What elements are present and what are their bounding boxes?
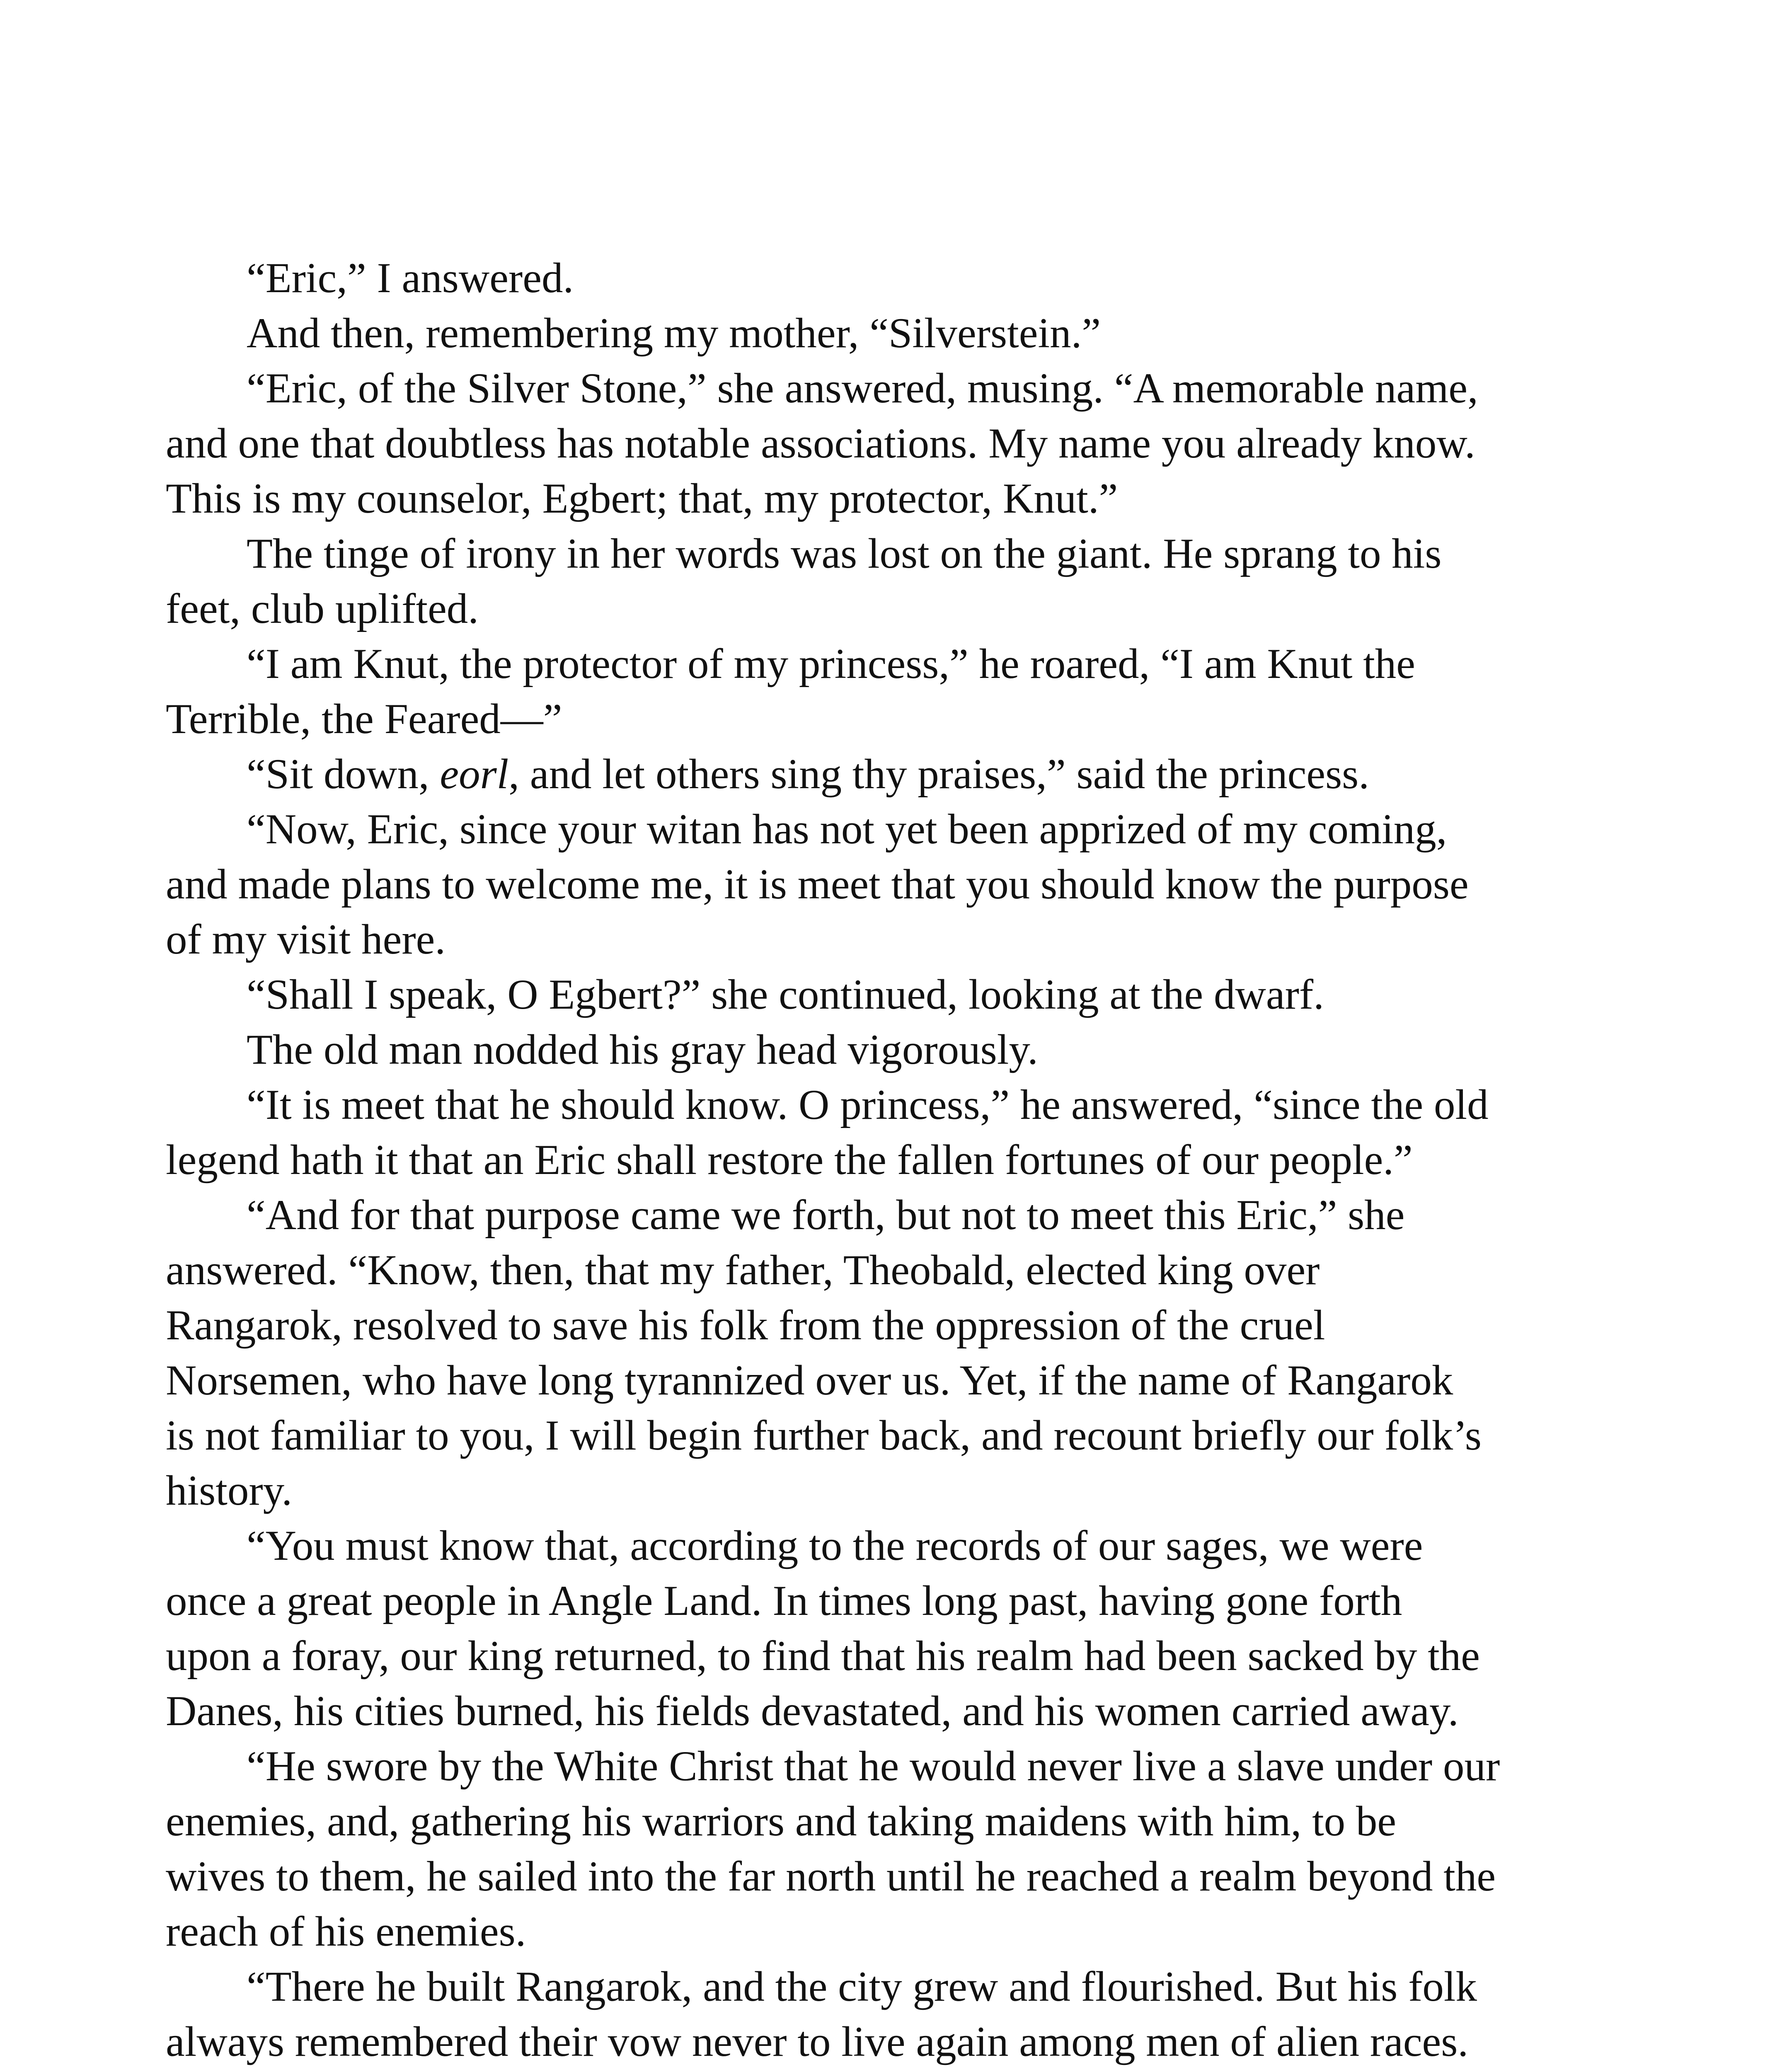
text-line: “You must know that, according to the records of our sages, we were bbox=[247, 1522, 1423, 1569]
text-line: Danes, his cities burned, his fields devastated, and his women carried away. bbox=[166, 1687, 1459, 1735]
text-segment: “Sit down, bbox=[247, 750, 440, 798]
text-line: always remembered their vow never to live again among men of alien races. bbox=[166, 2018, 1469, 2065]
text-line: “There he built Rangarok, and the city grew and flourished. But his folk bbox=[247, 1963, 1477, 2010]
paragraph bbox=[166, 747, 1641, 802]
paragraph bbox=[166, 1739, 1641, 1959]
text-line: history. bbox=[166, 1467, 293, 1514]
paragraph bbox=[166, 251, 1641, 306]
text-line: Terrible, the Feared—” bbox=[166, 695, 562, 743]
text-line: The tinge of irony in her words was lost on the giant. He sprang to his bbox=[247, 530, 1442, 577]
text-line: wives to them, he sailed into the far north until he reached a realm beyond the bbox=[166, 1853, 1496, 1900]
paragraph bbox=[166, 637, 1641, 747]
text-line: Norsemen, who have long tyrannized over us. Yet, if the name of Rangarok bbox=[166, 1357, 1453, 1404]
text-line: Rangarok, resolved to save his folk from the oppression of the cruel bbox=[166, 1302, 1325, 1349]
paragraph bbox=[166, 1518, 1641, 1739]
paragraph bbox=[166, 1077, 1641, 1188]
text-line: upon a foray, our king returned, to find that his realm had been sacked by the bbox=[166, 1632, 1480, 1680]
paragraph bbox=[166, 306, 1641, 361]
body-text bbox=[166, 251, 1641, 2072]
paragraph bbox=[166, 526, 1641, 637]
text-line bbox=[166, 747, 1641, 802]
text-line: answered. “Know, then, that my father, Theobald, elected king over bbox=[166, 1247, 1320, 1294]
paragraph bbox=[166, 361, 1641, 526]
text-line: “Shall I speak, O Egbert?” she continued, looking at the dwarf. bbox=[247, 971, 1324, 1018]
text-segment: , and let others sing thy praises,” said the princess. bbox=[508, 750, 1369, 798]
text-line: of my visit here. bbox=[166, 916, 446, 963]
text-line: and one that doubtless has notable associations. My name you already know. bbox=[166, 420, 1475, 467]
text-line: “He swore by the White Christ that he would never live a slave under our bbox=[247, 1743, 1500, 1790]
paragraph bbox=[166, 1959, 1641, 2070]
text-line: And then, remembering my mother, “Silverstein.” bbox=[247, 310, 1101, 357]
text-line: legend hath it that an Eric shall restore the fallen fortunes of our people.” bbox=[166, 1136, 1413, 1184]
text-line: “Eric,” I answered. bbox=[247, 254, 574, 302]
paragraph bbox=[166, 1188, 1641, 1518]
text-line: “Eric, of the Silver Stone,” she answered, musing. “A memorable name, bbox=[247, 365, 1478, 412]
text-line: “It is meet that he should know. O princess,” he answered, “since the old bbox=[247, 1081, 1489, 1128]
text-line: and made plans to welcome me, it is meet that you should know the purpose bbox=[166, 861, 1469, 908]
text-line: is not familiar to you, I will begin further back, and recount briefly our folk’s bbox=[166, 1412, 1482, 1459]
paragraph bbox=[166, 967, 1641, 1022]
paragraph bbox=[166, 802, 1641, 967]
italic-term-eorl: eorl bbox=[440, 750, 509, 798]
text-line: This is my counselor, Egbert; that, my protector, Knut.” bbox=[166, 475, 1118, 522]
text-line bbox=[166, 2070, 1641, 2072]
text-line: once a great people in Angle Land. In times long past, having gone forth bbox=[166, 1577, 1402, 1624]
text-line: enemies, and, gathering his warriors and taking maidens with him, to be bbox=[166, 1798, 1397, 1845]
text-line: reach of his enemies. bbox=[166, 1908, 526, 1955]
paragraph bbox=[166, 2070, 1641, 2072]
paragraph bbox=[166, 1022, 1641, 1077]
text-line: “And for that purpose came we forth, but not to meet this Eric,” she bbox=[247, 1191, 1405, 1239]
text-line: “I am Knut, the protector of my princess,” he roared, “I am Knut the bbox=[247, 640, 1416, 687]
text-line: The old man nodded his gray head vigorously. bbox=[247, 1026, 1038, 1073]
text-line: feet, club uplifted. bbox=[166, 585, 479, 632]
text-line: “Now, Eric, since your witan has not yet been apprized of my coming, bbox=[247, 806, 1447, 853]
